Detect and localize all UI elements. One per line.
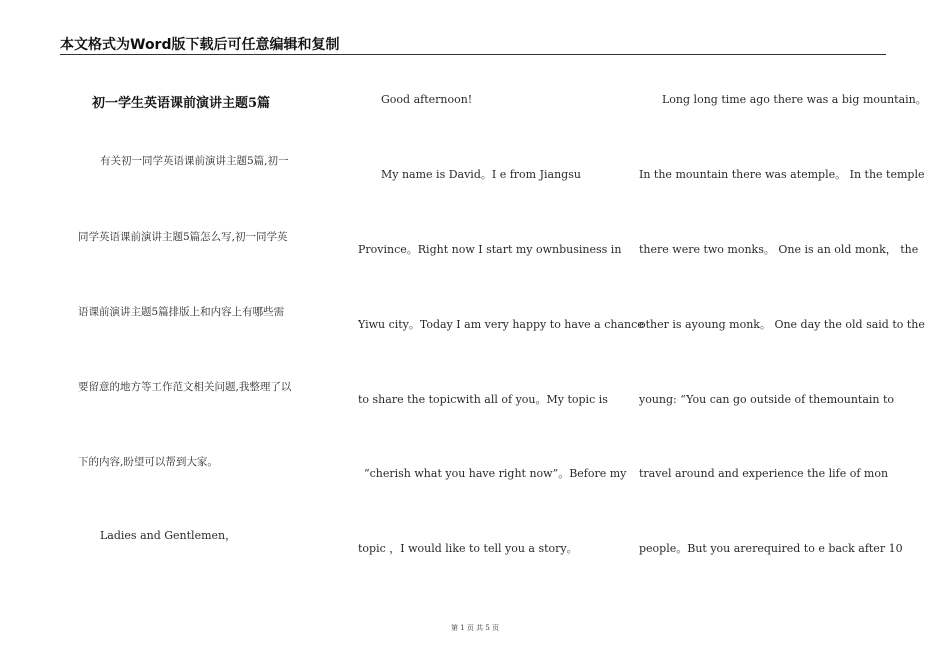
text-line: 同学英语课前演讲主题5篇怎么写,初一同学英 (78, 231, 288, 243)
text-line: 有关初一同学英语课前演讲主题5篇,初一 (100, 155, 289, 167)
text-line: In the mountain there was atemple。 In the temple (639, 168, 925, 181)
text-line: young: “You can go outside of themountain to (639, 393, 895, 406)
text-line: Good afternoon! (381, 93, 473, 106)
text-line: travel around and experience the life of mon (639, 467, 889, 480)
header-text: 本文格式为Word版下载后可任意编辑和复制 (60, 37, 340, 53)
header-divider (60, 54, 886, 55)
text-line: topic ，I would like to tell you a story。 (358, 542, 578, 555)
text-line: Long long time ago there was a big mountain。 (662, 93, 927, 106)
text-line: Ladies and Gentlemen， (100, 529, 237, 542)
text-line: Province。Right now I start my ownbusiness in (358, 243, 622, 256)
text-line: 要留意的地方等工作范文相关问题,我整理了以 (78, 381, 292, 393)
text-line: other is ayoung monk。 One day the old said to the (639, 318, 925, 331)
text-line: 下的内容,盼望可以帮到大家。 (78, 456, 218, 468)
text-line: people。But you arerequired to e back after 10 (639, 542, 903, 555)
text-line: Yiwu city。Today I am very happy to have a chance (358, 318, 644, 331)
page-number: 第 1 页 共 5 页 (450, 624, 500, 632)
document-title: 初一学生英语课前演讲主题5篇 (92, 96, 271, 111)
text-line: to share the topicwith all of you。My topic is (358, 393, 608, 406)
text-line: 语课前演讲主题5篇排版上和内容上有哪些需 (78, 306, 285, 318)
text-line: My name is David。I e from Jiangsu (381, 168, 581, 181)
text-line: there were two monks。 One is an old monk， the (639, 243, 919, 256)
text-line: “cherish what you have right now”。Before my (364, 467, 627, 480)
